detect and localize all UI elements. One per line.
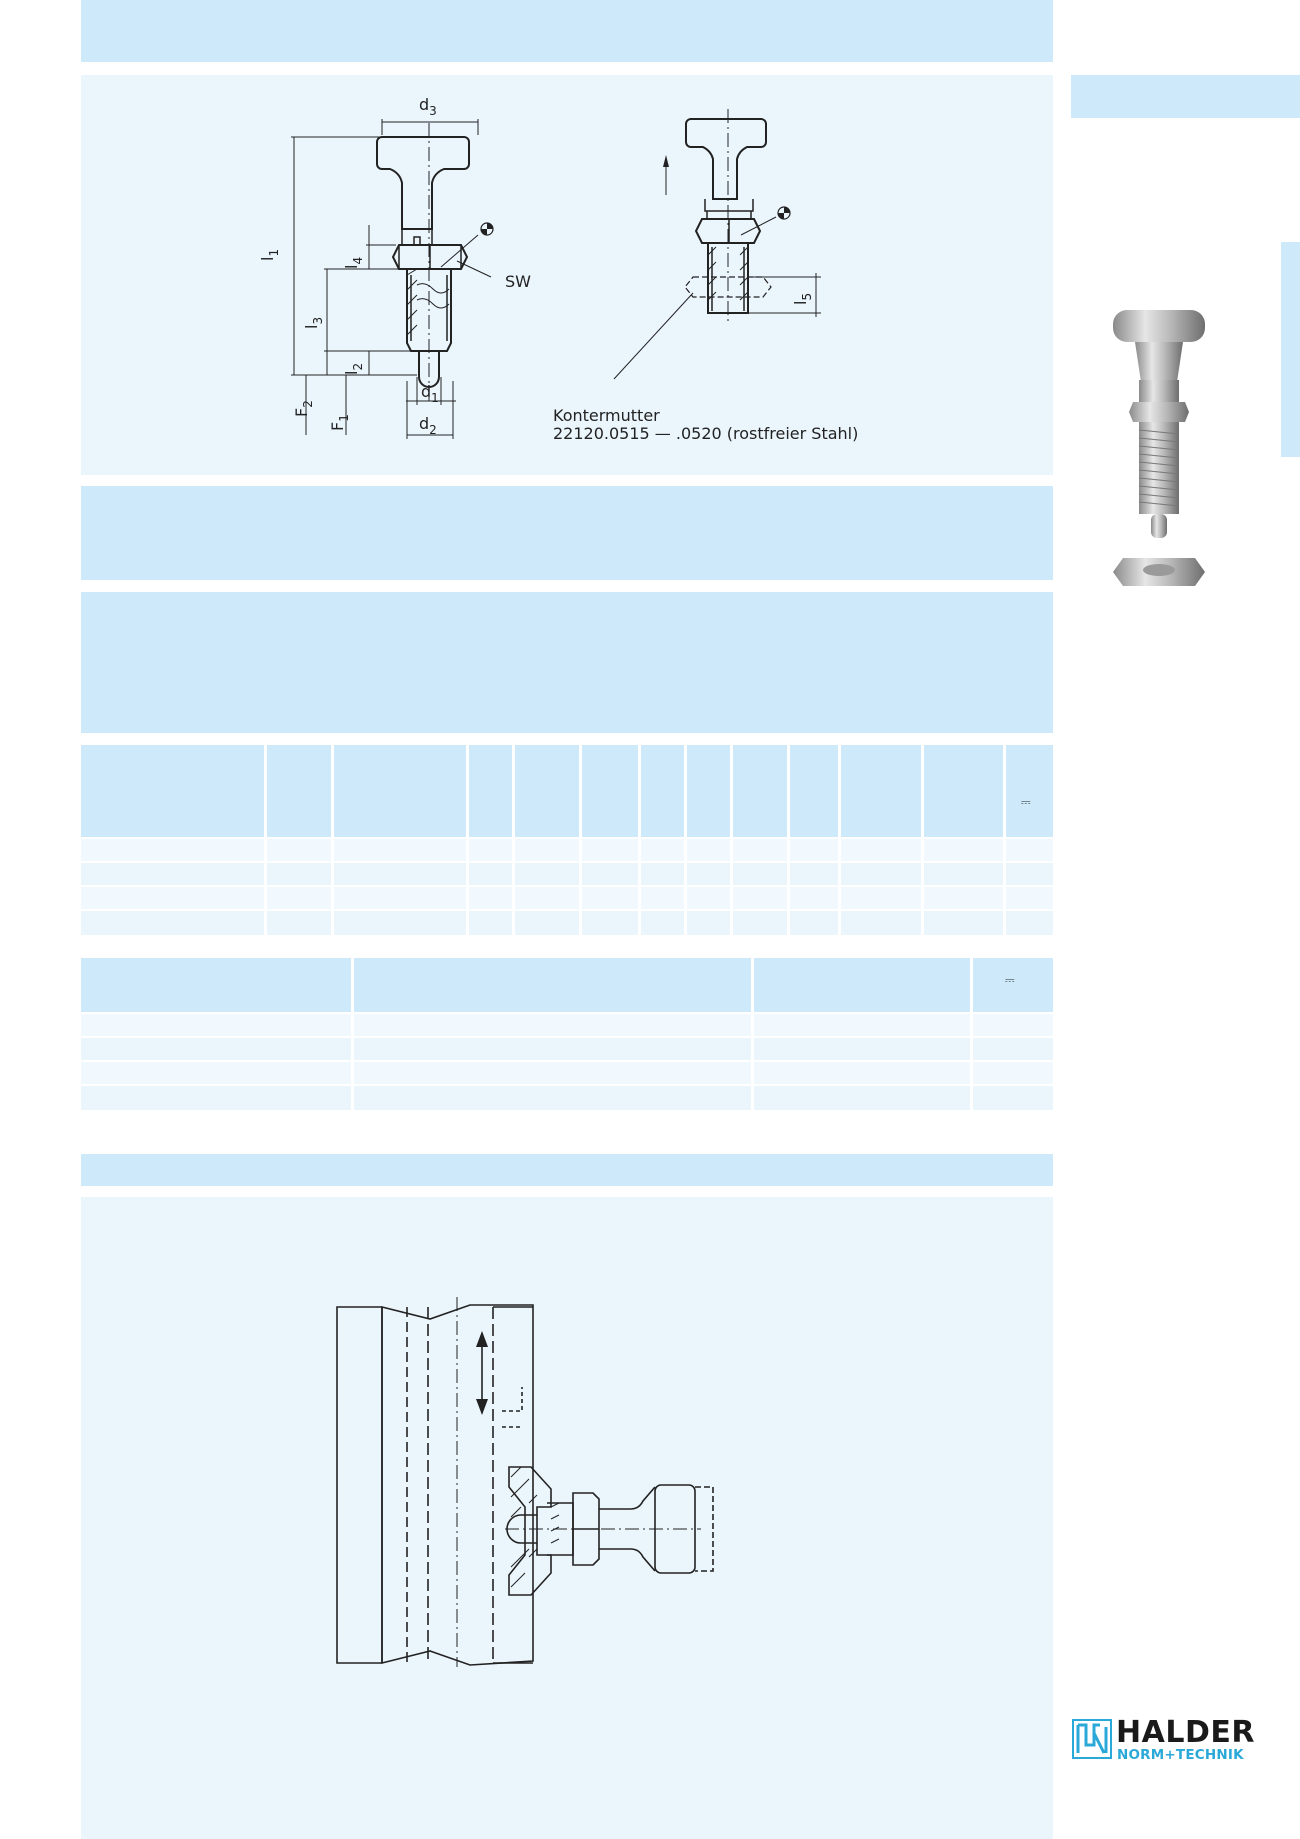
application-band	[81, 1154, 1053, 1186]
dim-label-d1: $d_1$	[421, 382, 439, 405]
dimension-table	[81, 745, 1053, 945]
table-header	[81, 745, 1053, 837]
column-separator	[512, 745, 515, 945]
column-separator	[787, 745, 790, 945]
column-separator	[351, 958, 354, 1120]
halder-logo	[1072, 1717, 1264, 1763]
table-row	[81, 837, 1053, 863]
product-photo	[1095, 300, 1215, 600]
technical-drawing-indexing-plunger	[81, 75, 1053, 475]
side-strip	[1281, 242, 1300, 457]
column-separator	[638, 745, 641, 945]
table-row	[81, 909, 1053, 935]
logo-title: HALDER	[1116, 1715, 1255, 1750]
lock-nut-table	[81, 958, 1053, 1120]
drawing-panel-application	[81, 1197, 1053, 1839]
column-separator	[751, 958, 754, 1120]
dim-label-d3: $d_3$	[419, 95, 437, 118]
column-separator	[970, 958, 973, 1120]
column-separator	[921, 745, 924, 945]
column-separator	[838, 745, 841, 945]
column-separator	[730, 745, 733, 945]
dim-label-l3: $l_3$	[302, 316, 325, 329]
dim-label-l4: $l_4$	[342, 256, 365, 269]
sidebar-tab	[1071, 75, 1300, 118]
weight-scale-icon: ⎓	[1021, 795, 1031, 809]
dim-label-l2: $l_2$	[342, 362, 365, 375]
halder-logo-mark	[1072, 1719, 1112, 1759]
dim-label-l5: $l_5$	[791, 292, 814, 305]
dim-label-sw: SW	[505, 272, 531, 291]
logo-subtitle: NORM+TECHNIK	[1117, 1747, 1244, 1763]
info-band-2	[81, 592, 1053, 733]
weight-scale-icon: ⎓	[1005, 973, 1015, 987]
lock-nut-caption-line1: Kontermutter	[553, 406, 660, 425]
table-row	[81, 885, 1053, 911]
column-separator	[579, 745, 582, 945]
lock-nut-caption-line2: 22120.0515 — .0520 (rostfreier Stahl)	[553, 424, 859, 443]
dim-label-f1: $F_1$	[328, 414, 351, 431]
drawing-panel-top	[81, 75, 1053, 475]
table-row	[81, 1084, 1053, 1110]
application-drawing	[81, 1197, 1053, 1839]
table-header	[81, 958, 1053, 1012]
dim-label-d2: $d_2$	[419, 414, 437, 437]
info-band-1	[81, 486, 1053, 580]
table-row	[81, 1012, 1053, 1038]
table-row	[81, 1036, 1053, 1062]
column-separator	[684, 745, 687, 945]
table-row	[81, 1060, 1053, 1086]
column-separator	[264, 745, 267, 945]
header-band	[81, 0, 1053, 62]
table-row	[81, 861, 1053, 887]
dim-label-f2: $F_2$	[292, 400, 315, 417]
column-separator	[466, 745, 469, 945]
dim-label-l1: $l_1$	[258, 248, 281, 261]
column-separator	[331, 745, 334, 945]
column-separator	[1003, 745, 1006, 945]
